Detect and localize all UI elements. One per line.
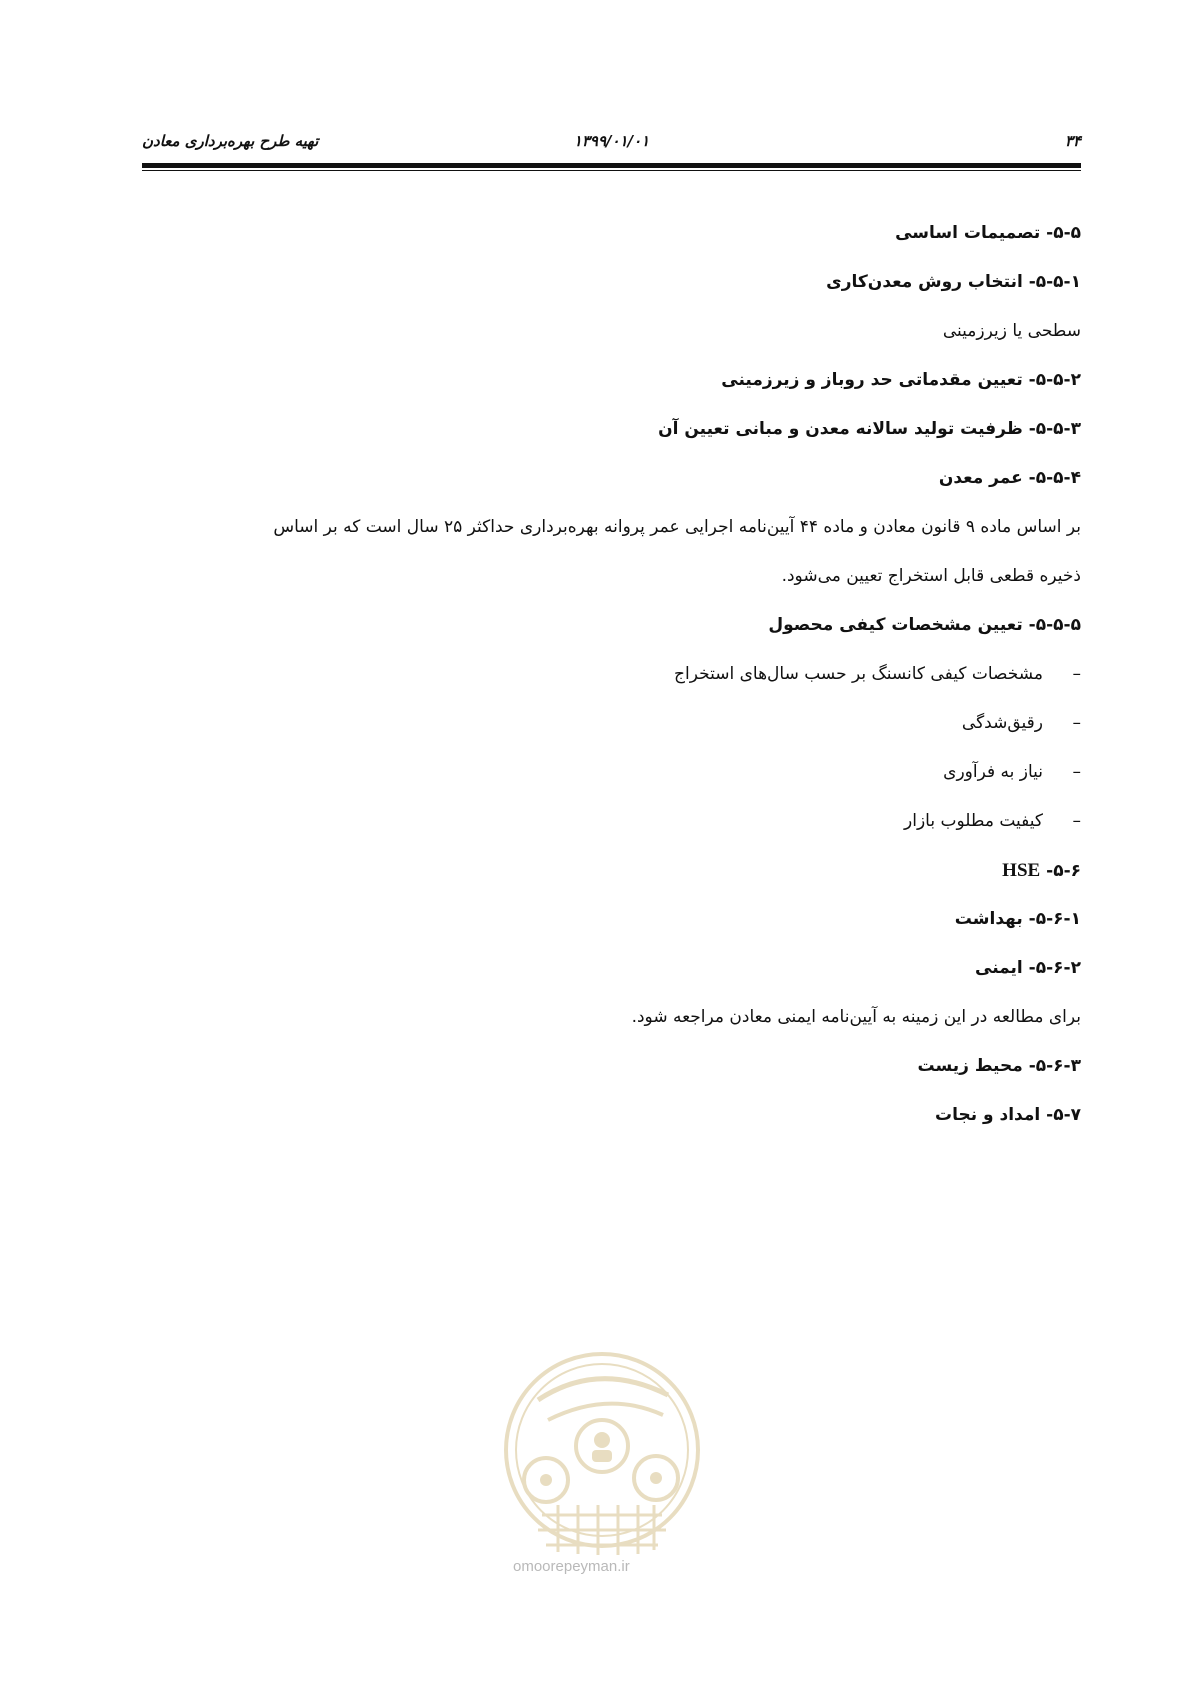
heading-5-6-1: ۵-۶-۱- بهداشت (954, 909, 1081, 929)
paragraph-safety: برای مطالعه در این زمینه به آیین‌نامه ایمنی معادن مراجعه شود. (631, 1007, 1081, 1027)
bullet-dash: – (1072, 762, 1081, 782)
heading-5-5-4: ۵-۵-۴- عمر معدن (938, 468, 1081, 488)
bullet-item (140, 748, 1081, 797)
header-rule-thin (142, 170, 1081, 171)
heading-5-5-2: ۵-۵-۲- تعیین مقدماتی حد روباز و زیرزمینی (721, 370, 1081, 390)
heading-5-6-3: ۵-۶-۳- محیط زیست (917, 1056, 1081, 1076)
bullet-dash: – (1072, 811, 1081, 831)
paragraph-mine-life-line-2: ذخیره قطعی قابل استخراج تعیین می‌شود. (781, 566, 1081, 586)
header-date: ۱۳۹۹/۰۱/۰۱ (573, 132, 650, 150)
bullet-item (140, 699, 1081, 748)
bullet-item (140, 650, 1081, 699)
page-content (140, 209, 1081, 1140)
heading-5-5-3: ۵-۵-۳- ظرفیت تولید سالانه معدن و مبانی تعیین آن (658, 419, 1081, 439)
heading-5-6 (140, 846, 1081, 895)
heading-5-5: ۵-۵- تصمیمات اساسی (895, 223, 1081, 243)
watermark-url: omoorepeyman.ir (513, 1558, 630, 1575)
heading-5-5-5: ۵-۵-۵- تعیین مشخصات کیفی محصول (768, 615, 1081, 635)
heading-5-5-1: ۵-۵-۱- انتخاب روش معدن‌کاری (826, 272, 1081, 292)
heading-5-7: ۵-۷- امداد و نجات (934, 1105, 1081, 1125)
bullet-dash: – (1072, 664, 1081, 684)
watermark-logo (498, 1340, 706, 1580)
page-header (142, 128, 1081, 156)
heading-5-6-2: ۵-۶-۲- ایمنی (975, 958, 1081, 978)
bullet-text: مشخصات کیفی کانسنگ بر حسب سال‌های استخراج (674, 664, 1043, 684)
bullet-text: کیفیت مطلوب بازار (904, 811, 1043, 831)
bullet-text: رقیق‌شدگی (961, 713, 1043, 733)
heading-5-6-hse: HSE (1002, 860, 1041, 881)
page-number: ۳۴ (1064, 132, 1081, 150)
paragraph-mining-method: سطحی یا زیرزمینی (942, 321, 1081, 341)
heading-5-6-number: ۵-۶- (1046, 861, 1081, 881)
bullet-dash: – (1072, 713, 1081, 733)
paragraph-mine-life (140, 503, 1081, 601)
header-rule-thick (142, 163, 1081, 168)
bullet-text: نیاز به فرآوری (943, 762, 1043, 782)
paragraph-mine-life-line-1: بر اساس ماده ۹ قانون معادن و ماده ۴۴ آیین‌نامه اجرایی عمر پروانه بهره‌برداری حداکثر ۲۵ سال است که بر اساس (273, 517, 1081, 537)
header-title: تهیه طرح بهره‌برداری معادن (142, 132, 319, 150)
bullet-item (140, 797, 1081, 846)
